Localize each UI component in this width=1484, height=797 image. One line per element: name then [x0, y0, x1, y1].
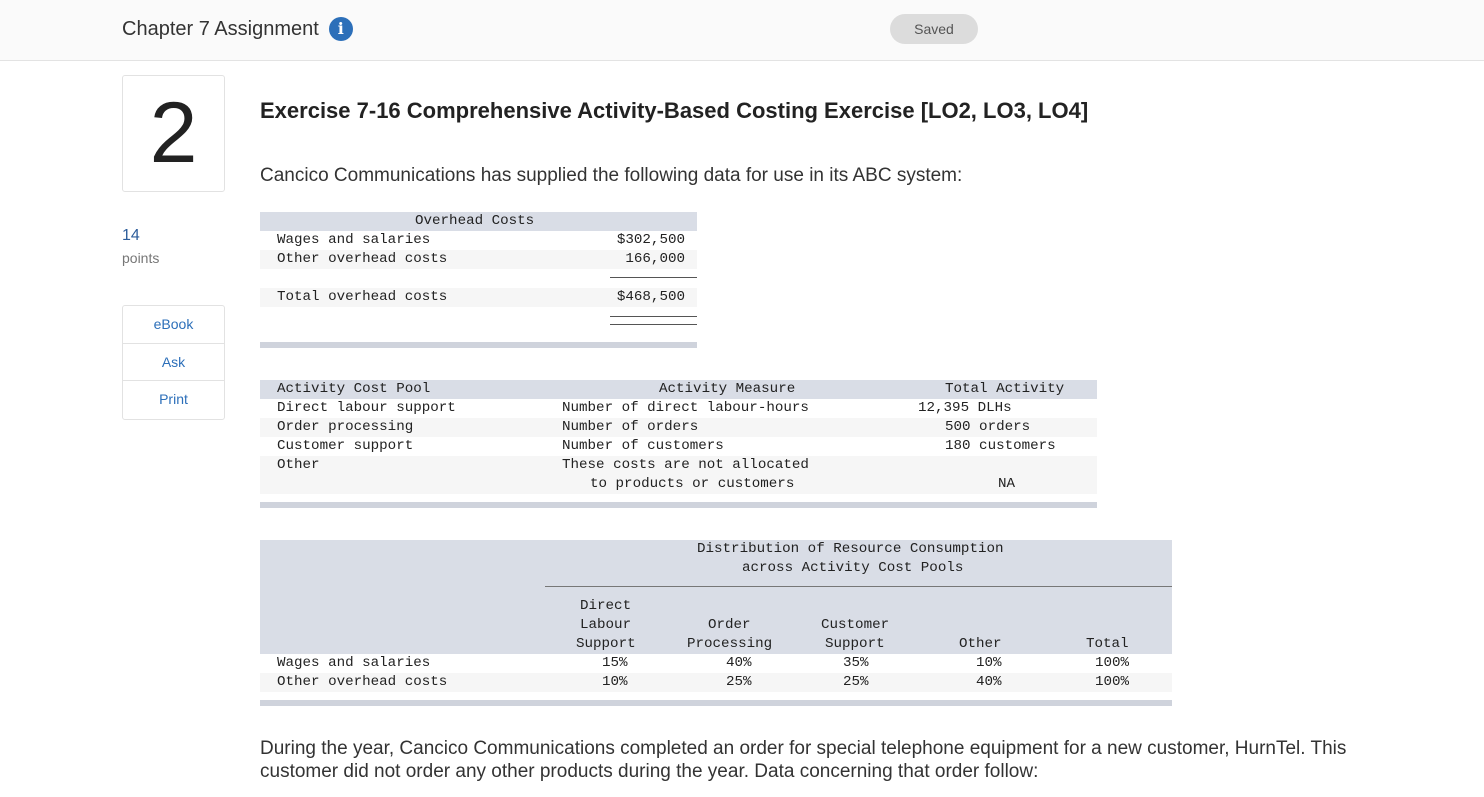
total-value: $468,500 [616, 289, 685, 305]
table-row [260, 399, 1097, 418]
exercise-outro: During the year, Cancico Communications completed an order for special telephone equipment for a new customer, HurnTel. This customer did not order any other products during the year. Data concerning that order follow: [260, 738, 1347, 782]
distribution-title-line1: Distribution of Resource Consumption [697, 541, 1004, 557]
col-header-measure: Activity Measure [659, 381, 796, 397]
subtotal-rule [610, 277, 697, 278]
activity-cell: 12,395 DLHs [918, 400, 1012, 416]
pool-cell: Other [277, 457, 320, 473]
measure-cell: These costs are not allocated [562, 457, 809, 473]
table-row [260, 231, 697, 250]
double-rule-top [610, 316, 697, 317]
col-header-pool: Activity Cost Pool [277, 381, 431, 397]
ask-link[interactable]: Ask [123, 344, 224, 382]
measure-cell: Number of customers [562, 438, 724, 454]
points-value: 14 [122, 227, 140, 244]
points-label: points [122, 250, 160, 266]
total-label: Total overhead costs [277, 289, 448, 305]
question-number: 2 [149, 85, 198, 181]
total-cell: 100% [1095, 655, 1130, 671]
table-footer-bar [260, 342, 697, 348]
table-header-block [260, 540, 1172, 654]
col-header-other: Other [959, 636, 1002, 652]
col-header-dls-3: Support [576, 636, 636, 652]
table-row [260, 418, 1097, 437]
saved-status-badge: Saved [890, 14, 978, 44]
op-cell: 25% [726, 674, 752, 690]
question-tools [122, 305, 225, 420]
pool-cell: Order processing [277, 419, 414, 435]
col-header-cs-1: Customer [821, 617, 890, 633]
overhead-costs-header: Overhead Costs [415, 213, 535, 229]
total-row [260, 288, 697, 307]
table-row [260, 250, 697, 269]
activity-cell: 180 customers [945, 438, 1056, 454]
col-header-dls-2: Labour [580, 617, 632, 633]
col-header-activity: Total Activity [945, 381, 1065, 397]
table-footer-bar [260, 502, 1097, 508]
question-number-box [122, 75, 225, 192]
table-row [260, 456, 1097, 494]
row-label: Other overhead costs [277, 251, 448, 267]
cs-cell: 25% [843, 674, 869, 690]
row-label: Wages and salaries [277, 655, 431, 671]
cs-cell: 35% [843, 655, 869, 671]
table-row [260, 673, 1172, 692]
ebook-link[interactable]: eBook [123, 306, 224, 344]
col-header-op-2: Processing [687, 636, 773, 652]
table-header-row [260, 212, 697, 231]
row-value: $302,500 [616, 232, 685, 248]
row-label: Other overhead costs [277, 674, 448, 690]
measure-cell-line2: to products or customers [590, 476, 795, 492]
table-row [260, 437, 1097, 456]
distribution-title-line2: across Activity Cost Pools [742, 560, 964, 576]
row-value: 166,000 [625, 251, 685, 267]
table-row [260, 654, 1172, 673]
header-rule [545, 586, 1172, 587]
row-label: Wages and salaries [277, 232, 431, 248]
assignment-title [122, 17, 353, 41]
dls-cell: 15% [602, 655, 628, 671]
top-bar [0, 0, 1484, 61]
op-cell: 40% [726, 655, 752, 671]
print-link[interactable]: Print [159, 391, 188, 407]
info-icon[interactable]: i [329, 17, 353, 41]
table-header-row [260, 380, 1097, 399]
pool-cell: Customer support [277, 438, 414, 454]
dls-cell: 10% [602, 674, 628, 690]
measure-cell: Number of orders [562, 419, 699, 435]
total-cell: 100% [1095, 674, 1130, 690]
double-rule-bottom [610, 324, 697, 325]
col-header-total: Total [1086, 636, 1129, 652]
activity-cell: NA [998, 476, 1016, 492]
other-cell: 40% [976, 674, 1002, 690]
col-header-op-1: Order [708, 617, 751, 633]
col-header-cs-2: Support [825, 636, 885, 652]
exercise-title: Exercise 7-16 Comprehensive Activity-Based Costing Exercise [LO2, LO3, LO4] [260, 98, 1089, 123]
exercise-intro: Cancico Communications has supplied the following data for use in its ABC system: [260, 165, 963, 186]
col-header-dls-1: Direct [580, 598, 632, 614]
assignment-title-text: Chapter 7 Assignment [122, 17, 319, 40]
table-footer-bar [260, 700, 1172, 706]
measure-cell: Number of direct labour-hours [562, 400, 809, 416]
pool-cell: Direct labour support [277, 400, 456, 416]
activity-cell: 500 orders [945, 419, 1031, 435]
other-cell: 10% [976, 655, 1002, 671]
